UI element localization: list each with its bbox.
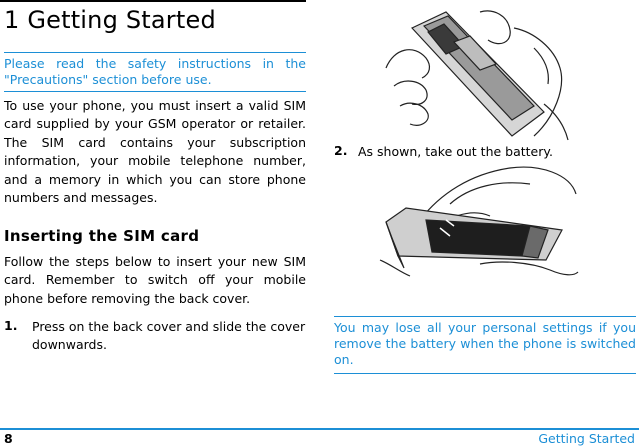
precautions-note: Please read the safety instructions in the "Precautions" section before use.: [4, 56, 306, 87]
step-1-number: 1.: [4, 318, 18, 333]
step-2-number: 2.: [334, 143, 348, 158]
chapter-top-rule: [0, 0, 306, 2]
chapter-title: [4, 6, 216, 34]
battery-note-bottom-rule: [334, 373, 636, 374]
precautions-note-bottom-rule: [4, 91, 306, 92]
running-title: Getting Started: [538, 431, 635, 446]
precautions-note-top-rule: [4, 52, 306, 53]
chapter-number: 1: [4, 6, 20, 34]
step-2-text: As shown, take out the battery.: [358, 144, 553, 159]
intro-paragraph: To use your phone, you must insert a valid SIM card supplied by your GSM operator or retailer. The SIM card contains your subscription information, your mobile telephone number, and a memory in which you can store phone numbers and messages.: [4, 98, 306, 206]
chapter-title-text: Getting Started: [27, 6, 216, 34]
page-number: 8: [4, 431, 13, 446]
battery-note-top-rule: [334, 316, 636, 317]
battery-removal-illustration: [380, 164, 580, 280]
back-cover-slide-illustration: [384, 8, 574, 144]
section-heading: Inserting the SIM card: [4, 227, 200, 245]
step-1-text: Press on the back cover and slide the cover downwards.: [32, 319, 306, 353]
footer-rule: [0, 428, 639, 430]
battery-warning-note: You may lose all your personal settings if you remove the battery when the phone is switched on.: [334, 320, 636, 367]
section-lead-paragraph: Follow the steps below to insert your new SIM card. Remember to switch off your mobile phone before removing the back cover.: [4, 254, 306, 306]
